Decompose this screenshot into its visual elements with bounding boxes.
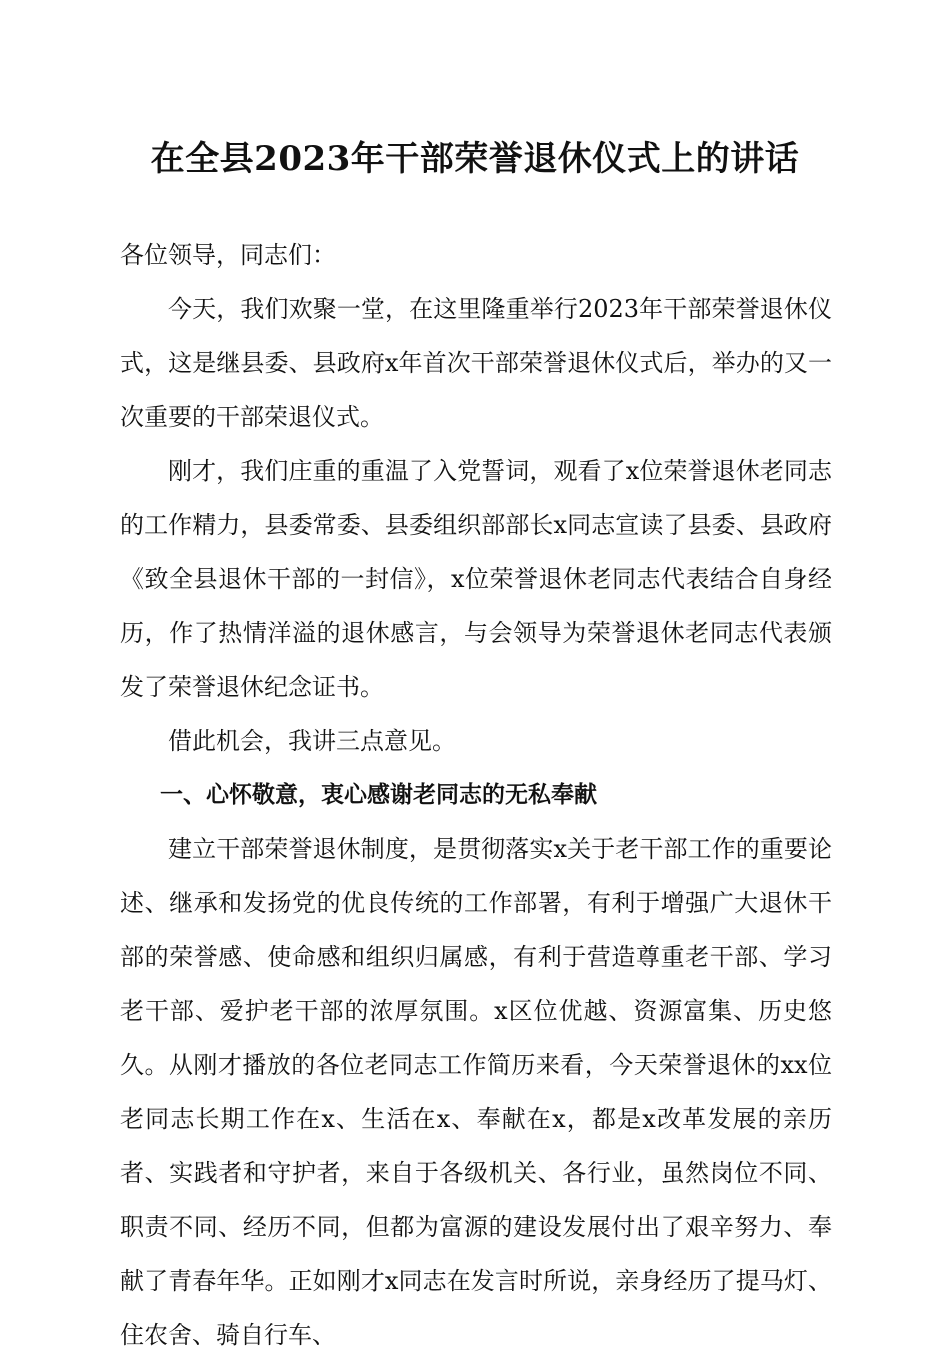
paragraph-section-1: 建立干部荣誉退休制度，是贯彻落实x关于老干部工作的重要论述、继承和发扬党的优良传统的工作部署，有利于增强广大退休干部的荣誉感、使命感和组织归属感，有利于营造尊重老干部、学习老干部、爱护老干部的浓厚氛围。x区位优越、资源富集、历史悠久。从刚才播放的各位老同志工作简历来看，今天荣誉退休的xx位老同志长期工作在x、生活在x、奉献在x，都是x改革发展的亲历者、实践者和守护者，来自于各级机关、各行业，虽然岗位不同、职责不同、经历不同，但都为富源的建设发展付出了艰辛努力、奉献了青春年华。正如刚才x同志在发言时所说，亲身经历了提马灯、住农舍、骑自行车、 [120,835,832,1349]
salutation: 各位领导，同志们： [120,241,336,269]
paragraph-ceremony-review: 刚才，我们庄重的重温了入党誓词，观看了x位荣誉退休老同志的工作精力，县委常委、县委组织部部长x同志宣读了县委、县政府《致全县退休干部的一封信》，x位荣誉退休老同志代表结合自身经历，作了热情洋溢的退休感言，与会领导为荣誉退休老同志代表颁发了荣誉退休纪念证书。 [120,457,832,701]
paragraph-three-points: 借此机会，我讲三点意见。 [168,727,456,755]
document-title: 在全县2023年干部荣誉退休仪式上的讲话 [150,139,800,179]
paragraph-opening: 今天，我们欢聚一堂，在这里隆重举行2023年干部荣誉退休仪式，这是继县委、县政府x年首次干部荣誉退休仪式后，举办的又一次重要的干部荣退仪式。 [120,295,832,431]
section-heading-1: 一、心怀敬意，衷心感谢老同志的无私奉献 [160,782,597,808]
document-body [120,228,832,1362]
